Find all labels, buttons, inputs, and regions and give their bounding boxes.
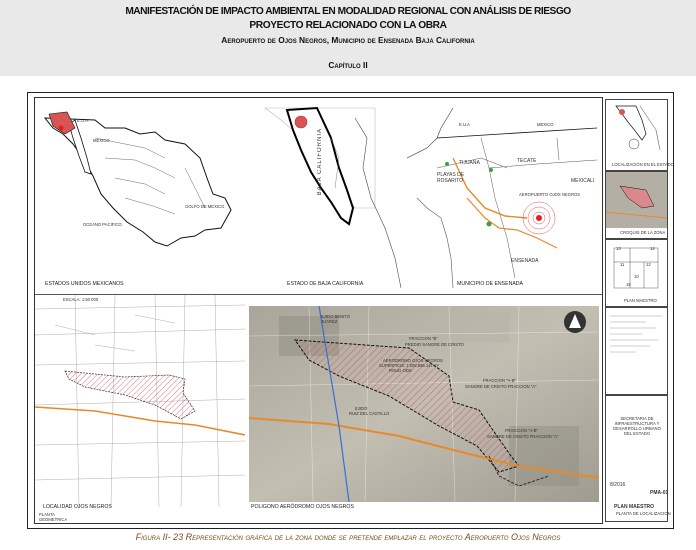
panel-municipio: [407, 98, 602, 294]
figure-caption: Figura II- 23 Representación gráfica de la zona donde se pretende emplazar el proyecto Aeropuerto Ojos Negros: [135, 532, 561, 542]
plan-num-5: 15: [626, 282, 631, 287]
label-mexico-mun: MEXICO: [537, 122, 554, 127]
label-loc: LOCALIZACIÓN EN EL ESTADO: [612, 162, 674, 167]
location-marker: [295, 116, 307, 128]
localidad-map: [35, 295, 245, 507]
label-aero-3: ROUD ODD: [389, 368, 412, 373]
location-in-state-box: [605, 99, 674, 171]
label-scale: ESCALA: 1:50 000: [63, 297, 99, 302]
label-usa-mun: E.U.A: [459, 122, 470, 127]
label-fraccion-b: FRACCION "B": [409, 336, 438, 341]
title-line-1: MANIFESTACIÓN DE IMPACTO AMBIENTAL EN MODALIDAD REGIONAL CON ANÁLISIS DE RIESGO: [125, 6, 571, 17]
panel-label-baja: ESTADO DE BAJA CALIFORNIA: [287, 281, 364, 287]
label-mexicali: MEXICALI: [571, 178, 595, 184]
label-croquis: CROQUIS DE LA ZONA: [620, 230, 666, 235]
plan-num-3: 12: [646, 262, 651, 267]
label-date: 8/2016: [610, 482, 626, 488]
croquis-map: [606, 172, 667, 228]
footer-planta: PLANTA GEOMETRICA: [39, 512, 68, 522]
label-fraccion-a2: FRACCION "A-B": [505, 428, 538, 433]
notes-box: [605, 307, 668, 395]
label-ensenada: ENSENADA: [511, 258, 539, 264]
panel-mexico: [35, 98, 235, 294]
label-aero-2: SUPERFICIE: 1'208,885.147 m²: [379, 363, 439, 368]
plan-num-0: 13: [616, 246, 621, 251]
label-plan-subtitle: PLANTA DE LOCALIZACION: [616, 511, 671, 516]
label-fraccion-a2-sub: SANGRE DE CRISTO FRACCION "A": [487, 434, 559, 439]
plan-sheet: [27, 92, 674, 529]
title-line-2: PROYECTO RELACIONADO CON LA OBRA: [249, 20, 447, 31]
title-block: [602, 97, 674, 522]
label-gulf: GOLFO DE MEXICO: [185, 204, 225, 209]
chapter-title: Capítulo II: [328, 60, 368, 70]
label-fraccion-a1-sub: SANGRE DE CRISTO FRACCION "A": [465, 384, 537, 389]
title-cartouche: [605, 395, 671, 522]
document-header: [0, 0, 696, 76]
label-plan: PLAN MAESTRO: [624, 298, 657, 303]
label-secretaria: SECRETARIA DE INFRAESTRUCTURA Y DESARROLLO URBANO DEL ESTADO: [613, 416, 661, 436]
plan-num-4: 10: [634, 274, 639, 279]
panel-label-poligono: POLIGONO AERÓDROMO OJOS NEGROS: [251, 504, 354, 510]
label-plan-title: PLAN MAESTRO: [614, 504, 654, 510]
label-tijuana: TIJUANA: [459, 160, 480, 166]
location-marker: [59, 126, 64, 131]
panel-poligono: [249, 306, 599, 510]
label-baja: BAJA CALIFORNIA: [317, 128, 323, 196]
plan-num-1: 14: [650, 246, 655, 251]
panel-label-municipio: MUNICIPIO DE ENSENADA: [457, 281, 524, 287]
mexico-map: [35, 98, 235, 294]
label-sheet-code: PMA-01: [650, 490, 669, 496]
panel-baja: [235, 98, 407, 294]
label-ejido-castillo: EJIDO: [355, 406, 368, 411]
label-fraccion-b-sub: PREDIO SANGRE DE CRISTO: [405, 342, 464, 347]
panel-localidad: [35, 295, 245, 523]
label-airport: AEROPUERTO OJOS NEGROS: [519, 192, 581, 197]
label-tecate: TECATE: [517, 158, 537, 164]
airport-marker: [536, 215, 542, 221]
plan-maestro-box: [605, 239, 668, 307]
label-fraccion-a1: FRACCION "A-B": [483, 378, 516, 383]
mini-baja-map: [606, 100, 667, 160]
croquis-box: [605, 171, 668, 239]
plan-num-2: 11: [620, 262, 625, 267]
panel-label-localidad: LOCALIDAD OJOS NEGROS: [43, 504, 112, 510]
label-ejido-castillo-2: RUIZ DEL CASTILLO: [349, 411, 390, 416]
label-playas: PLAYAS DE ROSARITO: [437, 172, 465, 184]
label-aero-1: AERODROMO OJOS NEGROS: [383, 358, 443, 363]
label-ocean: OCEANO PACIFICO: [83, 222, 122, 227]
panel-label-mexico: ESTADOS UNIDOS MEXICANOS: [45, 281, 124, 287]
drawing-area: [34, 97, 603, 524]
label-usa: E.U.A.: [77, 118, 90, 123]
label-mexico: MEXICO: [93, 138, 110, 143]
subtitle: Aeropuerto de Ojos Negros, Municipio de Ensenada Baja California: [221, 35, 475, 45]
notes-lines: [606, 308, 667, 394]
label-ejido-benito: EJIDO BENITO JUAREZ: [321, 314, 351, 324]
